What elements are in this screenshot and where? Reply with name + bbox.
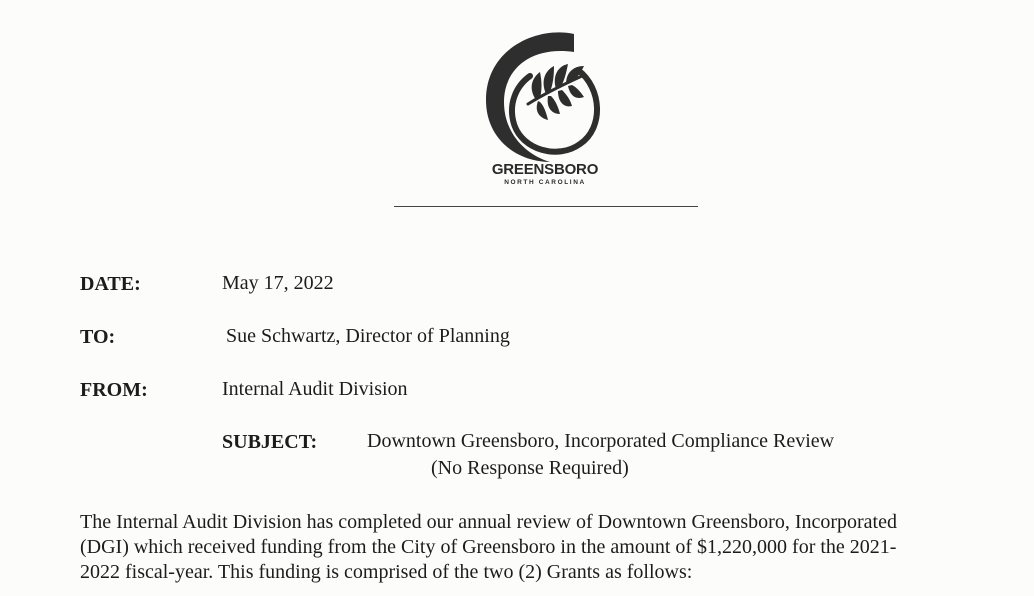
logo-city-name: GREENSBORO <box>491 161 599 178</box>
subject-note: (No Response Required) <box>431 457 629 479</box>
to-value: Sue Schwartz, Director of Planning <box>226 325 510 347</box>
from-value: Internal Audit Division <box>222 378 408 400</box>
date-label: DATE: <box>80 273 141 295</box>
body-line: (DGI) which received funding from the City of Greensboro in the amount of $1,220,000 for the 2021- <box>80 536 897 558</box>
from-label: FROM: <box>80 379 148 401</box>
body-paragraph <box>80 510 1010 585</box>
logo-state-name: NORTH CAROLINA <box>504 179 586 186</box>
subject-label: SUBJECT: <box>222 431 318 453</box>
greensboro-logo <box>478 28 618 164</box>
body-line: The Internal Audit Division has completed our annual review of Downtown Greensboro, Incorporated <box>80 511 897 533</box>
to-label: TO: <box>80 326 116 348</box>
letterhead-divider <box>394 206 698 207</box>
body-line: 2022 fiscal-year. This funding is comprised of the two (2) Grants as follows: <box>80 561 693 583</box>
subject-value: Downtown Greensboro, Incorporated Compliance Review <box>367 430 835 452</box>
leaf-circle-icon <box>478 28 618 164</box>
date-value: May 17, 2022 <box>222 272 334 294</box>
